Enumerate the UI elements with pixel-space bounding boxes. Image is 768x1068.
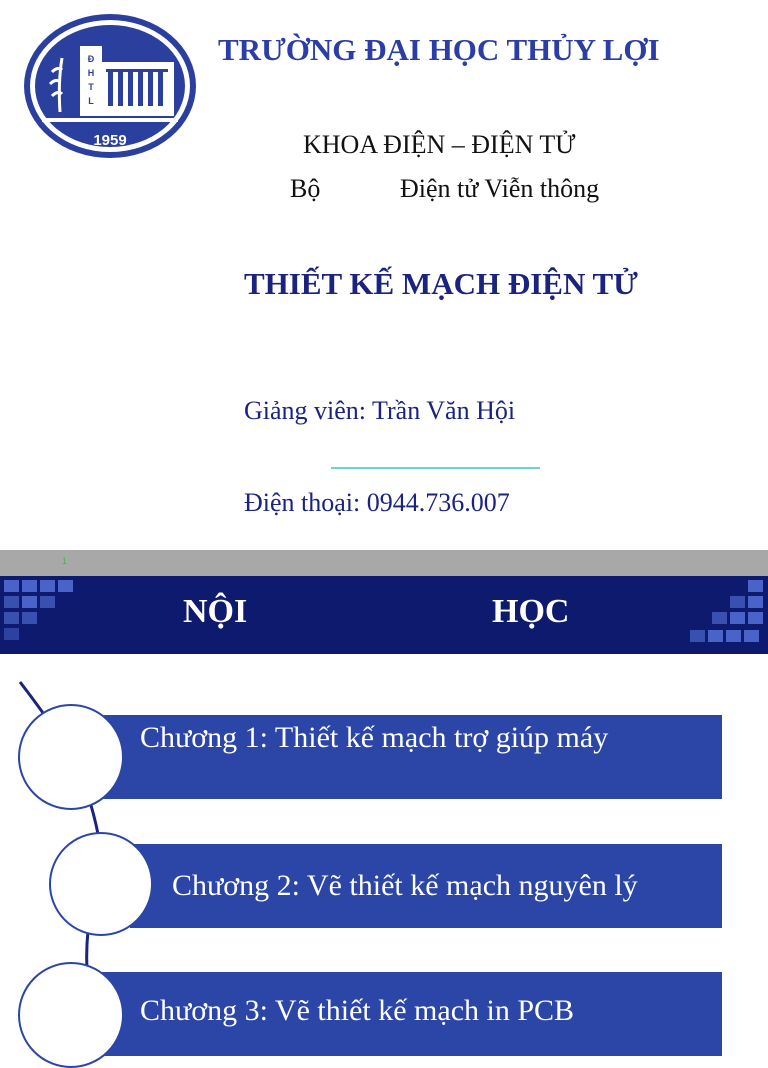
- university-name: TRƯỜNG ĐẠI HỌC THỦY LỢI: [218, 32, 660, 67]
- decorative-squares-right: [686, 578, 768, 650]
- chapter-3-circle: [18, 962, 124, 1068]
- chapter-1-circle: [18, 704, 124, 810]
- chapter-item-2[interactable]: [130, 844, 722, 928]
- chapter-item-1[interactable]: [102, 715, 722, 799]
- course-title: THIẾT KẾ MẠCH ĐIỆN TỬ: [244, 266, 638, 301]
- chapter-3-label: Chương 3: Vẽ thiết kế mạch in PCB: [140, 994, 575, 1027]
- header-word-1: NỘI: [183, 593, 248, 630]
- header-word-2: HỌC: [492, 593, 570, 630]
- lecturer-phone: Điện thoại: 0944.736.007: [244, 488, 510, 517]
- department-name: Điện tử Viễn thông: [400, 174, 600, 203]
- logo-letter: Đ: [87, 54, 95, 64]
- chapter-2-circle: [49, 832, 153, 936]
- faculty-name: KHOA ĐIỆN – ĐIỆN TỬ: [303, 130, 576, 159]
- chapter-item-3[interactable]: [102, 972, 722, 1056]
- content-header-band: [0, 576, 768, 654]
- logo-year: 1959: [93, 132, 127, 149]
- page-number: 1: [62, 556, 68, 566]
- lecturer-name: Giảng viên: Trần Văn Hội: [244, 396, 516, 425]
- university-logo: [22, 12, 198, 160]
- separator-line: [331, 467, 540, 469]
- chapter-1-label: Chương 1: Thiết kế mạch trợ giúp máy: [140, 721, 609, 754]
- logo-letter: H: [87, 68, 95, 78]
- logo-letter: L: [88, 96, 94, 106]
- chapter-2-label: Chương 2: Vẽ thiết kế mạch nguyên lý: [172, 869, 638, 902]
- slide-divider: [0, 550, 768, 576]
- decorative-squares-left: [0, 578, 80, 650]
- logo-letter: T: [88, 82, 94, 92]
- department-prefix: Bộ: [290, 174, 321, 203]
